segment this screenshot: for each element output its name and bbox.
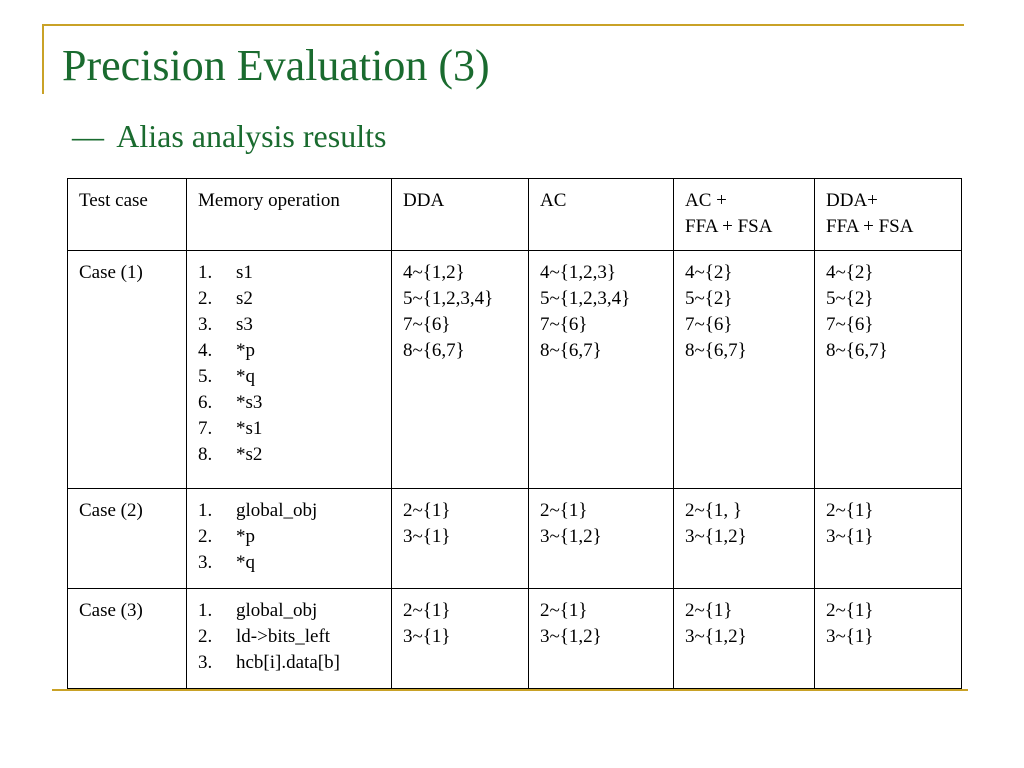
header-dda-ffa-fsa <box>815 179 962 251</box>
op-number: 2. <box>198 626 213 647</box>
op-text: s3 <box>236 314 253 335</box>
alias-value: 7~{6} <box>826 314 874 335</box>
list-item <box>198 312 380 338</box>
ac-cell <box>529 251 674 489</box>
op-text: *s2 <box>236 444 263 465</box>
alias-value: 3~{1,2} <box>540 526 602 547</box>
alias-value: 3~{1,2} <box>685 526 747 547</box>
alias-value: 4~{1,2,3} <box>540 262 617 283</box>
dda-ffa-fsa-cell <box>815 589 962 689</box>
op-number: 3. <box>198 652 213 673</box>
op-number: 2. <box>198 288 213 309</box>
header-test-case <box>68 179 187 251</box>
list-item <box>198 598 380 624</box>
bottom-rule <box>52 689 968 691</box>
header-line: FFA + FSA <box>685 216 773 237</box>
table-row <box>68 489 962 589</box>
alias-value: 5~{2} <box>826 288 874 309</box>
subtitle-dash: — <box>72 118 104 154</box>
alias-value: 7~{6} <box>540 314 588 335</box>
op-text: *p <box>236 526 255 547</box>
alias-value: 5~{1,2,3,4} <box>403 288 494 309</box>
op-number: 3. <box>198 552 213 573</box>
alias-value: 5~{2} <box>685 288 733 309</box>
op-text: s2 <box>236 288 253 309</box>
ac-cell <box>529 489 674 589</box>
ac-ffa-fsa-cell <box>674 251 815 489</box>
op-number: 8. <box>198 444 213 465</box>
alias-value: 2~{1} <box>540 600 588 621</box>
ops-list <box>198 498 380 576</box>
list-item <box>198 524 380 550</box>
op-number: 2. <box>198 526 213 547</box>
op-text: *p <box>236 340 255 361</box>
op-text: *s3 <box>236 392 263 413</box>
table-row <box>68 251 962 489</box>
slide-subtitle <box>72 120 386 152</box>
dda-ffa-fsa-cell <box>815 489 962 589</box>
alias-value: 3~{1,2} <box>685 626 747 647</box>
op-text: *q <box>236 366 255 387</box>
frame-top-line <box>42 24 964 26</box>
list-item <box>198 260 380 286</box>
ops-cell <box>187 589 392 689</box>
header-line: AC + <box>685 190 727 211</box>
list-item <box>198 442 380 468</box>
ac-cell <box>529 589 674 689</box>
alias-value: 2~{1} <box>826 600 874 621</box>
ops-list <box>198 260 380 468</box>
header-line: AC <box>540 190 567 211</box>
table-row <box>68 589 962 689</box>
op-text: global_obj <box>236 500 318 521</box>
frame-vertical-line <box>42 24 44 94</box>
op-number: 1. <box>198 500 213 521</box>
alias-value: 2~{1} <box>826 500 874 521</box>
slide-title: Precision Evaluation (3) <box>62 41 490 90</box>
alias-value: 8~{6,7} <box>403 340 465 361</box>
op-number: 1. <box>198 262 213 283</box>
ac-ffa-fsa-cell <box>674 589 815 689</box>
alias-value: 3~{1} <box>826 526 874 547</box>
list-item <box>198 624 380 650</box>
alias-value: 2~{1} <box>685 600 733 621</box>
op-number: 5. <box>198 366 213 387</box>
op-text: s1 <box>236 262 253 283</box>
alias-value: 8~{6,7} <box>685 340 747 361</box>
op-text: ld->bits_left <box>236 626 331 647</box>
subtitle-text: Alias analysis results <box>116 118 387 154</box>
dda-cell <box>392 589 529 689</box>
header-line: DDA <box>403 190 445 211</box>
op-text: hcb[i].data[b] <box>236 652 340 673</box>
ops-cell <box>187 489 392 589</box>
dda-ffa-fsa-cell <box>815 251 962 489</box>
header-ac <box>529 179 674 251</box>
ops-list <box>198 598 380 676</box>
alias-value: 3~{1,2} <box>540 626 602 647</box>
op-number: 4. <box>198 340 213 361</box>
alias-value: 8~{6,7} <box>540 340 602 361</box>
op-number: 6. <box>198 392 213 413</box>
op-text: *q <box>236 552 255 573</box>
header-line: Test case <box>79 190 148 211</box>
alias-value: 8~{6,7} <box>826 340 888 361</box>
header-row <box>68 179 962 251</box>
alias-value: 4~{2} <box>826 262 874 283</box>
results-table <box>67 178 962 689</box>
list-item <box>198 286 380 312</box>
alias-value: 3~{1} <box>403 626 451 647</box>
list-item <box>198 498 380 524</box>
alias-value: 2~{1, } <box>685 500 743 521</box>
header-memory-operation <box>187 179 392 251</box>
op-number: 1. <box>198 600 213 621</box>
op-text: global_obj <box>236 600 318 621</box>
header-line: Memory operation <box>198 190 340 211</box>
op-number: 3. <box>198 314 213 335</box>
header-line: DDA+ <box>826 190 878 211</box>
alias-value: 7~{6} <box>685 314 733 335</box>
case-cell <box>68 589 187 689</box>
alias-value: 3~{1} <box>826 626 874 647</box>
alias-value: 2~{1} <box>403 500 451 521</box>
header-line: FFA + FSA <box>826 216 914 237</box>
alias-value: 5~{1,2,3,4} <box>540 288 631 309</box>
list-item <box>198 390 380 416</box>
ac-ffa-fsa-cell <box>674 489 815 589</box>
op-number: 7. <box>198 418 213 439</box>
header-dda <box>392 179 529 251</box>
case-label: Case (2) <box>79 500 143 521</box>
header-ac-ffa-fsa <box>674 179 815 251</box>
dda-cell <box>392 489 529 589</box>
alias-value: 4~{1,2} <box>403 262 465 283</box>
list-item <box>198 416 380 442</box>
alias-value: 2~{1} <box>540 500 588 521</box>
dda-cell <box>392 251 529 489</box>
list-item <box>198 338 380 364</box>
ops-cell <box>187 251 392 489</box>
alias-value: 2~{1} <box>403 600 451 621</box>
case-label: Case (3) <box>79 600 143 621</box>
case-cell <box>68 489 187 589</box>
op-text: *s1 <box>236 418 263 439</box>
case-cell <box>68 251 187 489</box>
alias-value: 3~{1} <box>403 526 451 547</box>
list-item <box>198 364 380 390</box>
alias-value: 4~{2} <box>685 262 733 283</box>
list-item <box>198 550 380 576</box>
list-item <box>198 650 380 676</box>
case-label: Case (1) <box>79 262 143 283</box>
alias-value: 7~{6} <box>403 314 451 335</box>
